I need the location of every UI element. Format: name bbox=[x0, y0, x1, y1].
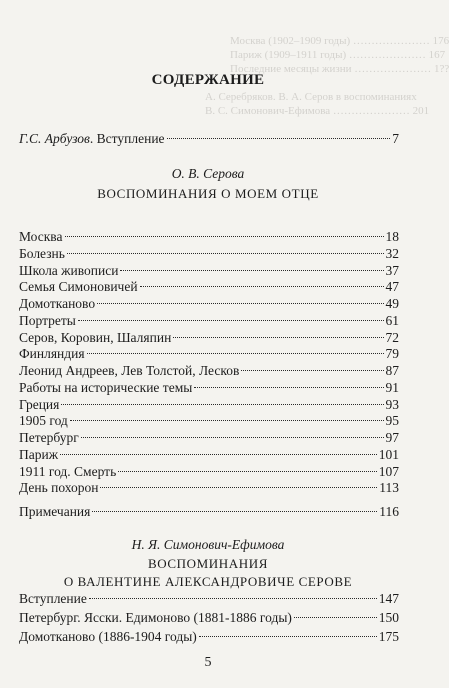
toc-entry-label: Финляндия bbox=[19, 346, 85, 362]
bleed-line: Париж (1909–1911 годы) ………………… 167 bbox=[230, 49, 446, 61]
leader-dots bbox=[97, 303, 383, 304]
bleed-line: Последние месяцы жизни ………………… 1?? bbox=[230, 63, 449, 75]
toc-entry-label: 1911 год. Смерть bbox=[19, 463, 117, 479]
toc-entry-label: Болезнь bbox=[19, 245, 65, 261]
section-author: О. В. Серова bbox=[171, 166, 245, 181]
leader-dots bbox=[118, 471, 377, 472]
leader-dots bbox=[100, 487, 377, 488]
toc-entry-intro bbox=[19, 130, 399, 148]
toc-entry-page: 79 bbox=[385, 346, 399, 362]
toc-entry-label: Париж bbox=[19, 446, 59, 462]
toc-entry-label: 1905 год bbox=[19, 413, 68, 429]
toc-entry bbox=[19, 295, 399, 313]
toc-entry bbox=[19, 228, 399, 246]
toc-entry-label: Домотканово bbox=[19, 296, 96, 311]
toc-entry-page: 47 bbox=[385, 279, 399, 295]
leader-dots bbox=[194, 387, 383, 388]
toc-entry-page: 147 bbox=[378, 591, 399, 606]
leader-dots bbox=[89, 598, 377, 599]
toc-entry-page: 116 bbox=[379, 504, 399, 519]
toc-entry-label: Семья Симоновичей bbox=[19, 279, 138, 295]
toc-entry-page: 150 bbox=[378, 610, 399, 625]
leader-dots bbox=[61, 404, 383, 405]
toc-entry-notes bbox=[19, 503, 399, 521]
leader-dots bbox=[241, 370, 383, 371]
leader-dots bbox=[60, 454, 377, 455]
bleed-line: А. Серебряков. В. А. Серов в воспоминаниях bbox=[205, 91, 417, 103]
toc-entry bbox=[19, 329, 399, 347]
toc-entry bbox=[19, 312, 399, 330]
toc-entry bbox=[19, 446, 399, 464]
toc-entry-page: 37 bbox=[385, 262, 399, 278]
leader-dots bbox=[92, 511, 377, 512]
toc-entry bbox=[19, 345, 399, 363]
leader-dots bbox=[67, 253, 384, 254]
section-heading: О ВАЛЕНТИНЕ АЛЕКСАНДРОВИЧЕ СЕРОВЕ bbox=[63, 574, 353, 589]
leader-dots bbox=[167, 138, 391, 139]
toc-entry bbox=[19, 245, 399, 263]
page-title: СОДЕРЖАНИЕ bbox=[151, 72, 265, 88]
bleed-line: Москва (1902–1909 годы) ………………… 176 bbox=[230, 35, 449, 47]
toc-entry-page: 61 bbox=[385, 312, 399, 328]
toc-entry-page: 91 bbox=[385, 379, 399, 395]
toc-entry-label: Петербург bbox=[19, 430, 79, 445]
bleed-line: В. С. Симонович-Ефимова ………………… 201 bbox=[205, 105, 430, 117]
toc-entry bbox=[19, 479, 399, 497]
leader-dots bbox=[173, 337, 383, 338]
toc-entry-label bbox=[19, 130, 165, 148]
section-heading: ВОСПОМИНАНИЯ О МОЕМ ОТЦЕ bbox=[97, 186, 319, 201]
leader-dots bbox=[199, 636, 377, 637]
toc-entry-page: 95 bbox=[385, 413, 399, 429]
page-number: 5 bbox=[204, 655, 212, 670]
toc-entry-page: 87 bbox=[385, 363, 399, 378]
leader-dots bbox=[87, 353, 384, 354]
toc-entry-label: Школа живописи bbox=[19, 262, 119, 278]
toc-entry-page: 49 bbox=[385, 296, 399, 311]
toc-entry-label: Москва bbox=[19, 229, 63, 244]
toc-entry-page: 72 bbox=[385, 329, 399, 345]
toc-entry-page: 107 bbox=[378, 463, 399, 479]
toc-entry bbox=[19, 396, 399, 414]
toc-entry-page: 7 bbox=[392, 131, 399, 146]
leader-dots bbox=[65, 236, 384, 237]
toc-entry-label: Примечания bbox=[19, 504, 91, 519]
toc-entry bbox=[19, 262, 399, 280]
leader-dots bbox=[70, 420, 384, 421]
leader-dots bbox=[81, 437, 384, 438]
toc-entry-page: 113 bbox=[379, 480, 399, 496]
toc-entry-page: 97 bbox=[385, 430, 399, 445]
toc-entry-label: Петербург. Ясски. Едимоново (1881-1886 годы) bbox=[19, 610, 292, 625]
toc-entry bbox=[19, 362, 399, 380]
section-heading: ВОСПОМИНАНИЯ bbox=[147, 556, 269, 571]
toc-entry-label: Портреты bbox=[19, 312, 76, 328]
toc-entry-page: 18 bbox=[385, 229, 399, 244]
leader-dots bbox=[140, 286, 384, 287]
toc-entry-label: Леонид Андреев, Лев Толстой, Лесков bbox=[19, 363, 240, 378]
leader-dots bbox=[294, 617, 377, 618]
toc-entry-label: Серов, Коровин, Шаляпин bbox=[19, 329, 172, 345]
toc-entry bbox=[19, 379, 399, 397]
leader-dots bbox=[78, 320, 384, 321]
toc-entry bbox=[19, 278, 399, 296]
toc-entry bbox=[19, 628, 399, 646]
toc-entry bbox=[19, 463, 399, 481]
toc-entry bbox=[19, 590, 399, 608]
leader-dots bbox=[120, 270, 383, 271]
toc-entry-page: 101 bbox=[378, 446, 399, 462]
toc-entry bbox=[19, 412, 399, 430]
toc-entry-page: 32 bbox=[385, 245, 399, 261]
section-author: Н. Я. Симонович-Ефимова bbox=[131, 537, 285, 552]
toc-entry-label: Греция bbox=[19, 396, 60, 412]
toc-entry-page: 175 bbox=[378, 629, 399, 644]
toc-entry-label: Вступление bbox=[19, 591, 87, 606]
toc-entry-label: Домотканово (1886-1904 годы) bbox=[19, 629, 197, 644]
intro-title: . Вступление bbox=[89, 131, 165, 146]
toc-entry-label: Работы на исторические темы bbox=[19, 379, 193, 395]
toc-entry bbox=[19, 609, 399, 627]
toc-entry bbox=[19, 429, 399, 447]
toc-entry-page: 93 bbox=[385, 396, 399, 412]
intro-author: Г.С. Арбузов bbox=[19, 131, 90, 146]
toc-entry-label: День похорон bbox=[19, 480, 99, 496]
